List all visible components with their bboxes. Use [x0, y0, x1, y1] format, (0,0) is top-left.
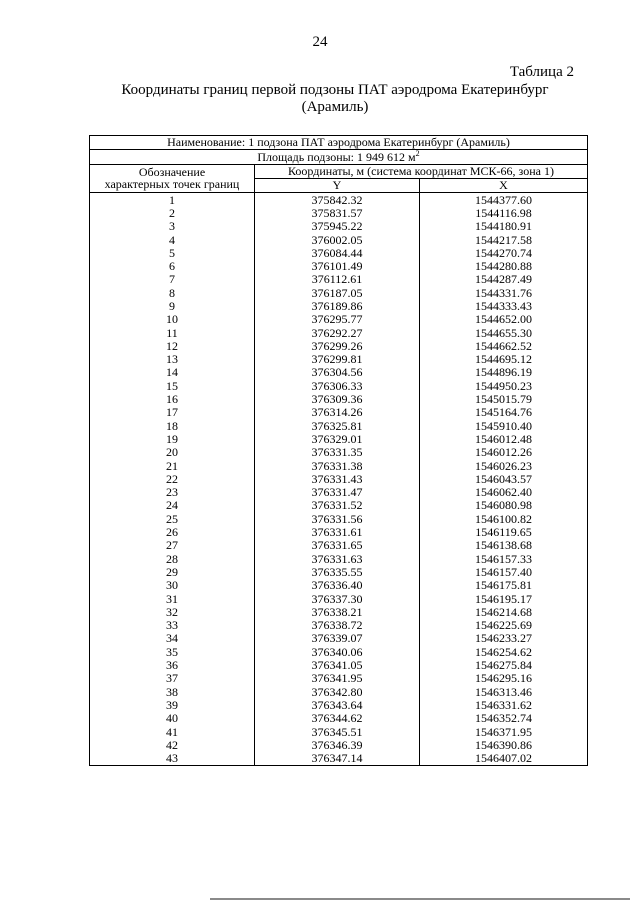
y-value-cell: 376112.61 [255, 273, 420, 286]
x-value-cell: 1546012.48 [420, 433, 588, 446]
point-number-cell: 32 [90, 605, 255, 618]
x-value-cell: 1546371.95 [420, 725, 588, 738]
y-value-cell: 376084.44 [255, 246, 420, 259]
y-value-cell: 376339.07 [255, 632, 420, 645]
y-value-cell: 376331.61 [255, 526, 420, 539]
x-value-cell: 1544270.74 [420, 246, 588, 259]
table-row [90, 685, 588, 698]
table-row [90, 193, 588, 207]
y-value-cell: 376342.80 [255, 685, 420, 698]
point-number-cell: 12 [90, 339, 255, 352]
y-value-cell: 376344.62 [255, 712, 420, 725]
point-number-cell: 17 [90, 406, 255, 419]
x-value-cell: 1546275.84 [420, 659, 588, 672]
point-number-cell: 22 [90, 472, 255, 485]
y-value-cell: 376292.27 [255, 326, 420, 339]
table-row [90, 260, 588, 273]
y-value-cell: 375842.32 [255, 193, 420, 207]
scan-artifact-line [210, 898, 630, 900]
table-row [90, 326, 588, 339]
table-row [90, 659, 588, 672]
point-number-cell: 8 [90, 286, 255, 299]
table-row [90, 459, 588, 472]
area-text: Площадь подзоны: 1 949 612 м [257, 149, 416, 164]
x-value-cell: 1546080.98 [420, 499, 588, 512]
point-number-cell: 2 [90, 206, 255, 219]
x-value-cell: 1544333.43 [420, 300, 588, 313]
table-row [90, 419, 588, 432]
table-area-row [90, 150, 588, 164]
table-row [90, 206, 588, 219]
point-number-cell: 3 [90, 220, 255, 233]
table-row [90, 512, 588, 525]
y-value-cell: 376309.36 [255, 393, 420, 406]
x-value-cell: 1546313.46 [420, 685, 588, 698]
y-value-cell: 376331.56 [255, 512, 420, 525]
point-number-cell: 28 [90, 552, 255, 565]
x-value-cell: 1545910.40 [420, 419, 588, 432]
table-row [90, 592, 588, 605]
x-value-cell: 1546407.02 [420, 752, 588, 766]
table-row [90, 233, 588, 246]
y-value-cell: 376295.77 [255, 313, 420, 326]
point-header-line-1: Обозначение [138, 164, 206, 179]
table-name-row [90, 136, 588, 150]
y-value-cell: 376304.56 [255, 366, 420, 379]
table-row [90, 579, 588, 592]
point-number-cell: 13 [90, 353, 255, 366]
page-number: 24 [312, 34, 328, 50]
table-row [90, 725, 588, 738]
y-value-cell: 376189.86 [255, 300, 420, 313]
coordinates-header: Координаты, м (система координат МСК-66, зона 1) [255, 164, 588, 178]
x-value-cell: 1546331.62 [420, 698, 588, 711]
table-row [90, 339, 588, 352]
table-row [90, 406, 588, 419]
x-value-cell: 1546026.23 [420, 459, 588, 472]
y-value-cell: 376314.26 [255, 406, 420, 419]
coordinates-table [89, 135, 588, 766]
table-row [90, 366, 588, 379]
x-value-cell: 1544180.91 [420, 220, 588, 233]
point-number-cell: 37 [90, 672, 255, 685]
point-number-cell: 33 [90, 619, 255, 632]
y-value-cell: 376331.38 [255, 459, 420, 472]
x-value-cell: 1546233.27 [420, 632, 588, 645]
point-number-cell: 29 [90, 566, 255, 579]
table-row [90, 552, 588, 565]
point-number-cell: 24 [90, 499, 255, 512]
table-row [90, 752, 588, 766]
y-value-cell: 375831.57 [255, 206, 420, 219]
x-value-cell: 1546043.57 [420, 472, 588, 485]
y-value-cell: 376347.14 [255, 752, 420, 766]
point-number-cell: 35 [90, 645, 255, 658]
x-header: X [420, 178, 588, 192]
x-value-cell: 1546119.65 [420, 526, 588, 539]
table-area-cell [90, 150, 588, 164]
x-value-cell: 1546012.26 [420, 446, 588, 459]
point-number-cell: 9 [90, 300, 255, 313]
table-row [90, 672, 588, 685]
x-value-cell: 1544652.00 [420, 313, 588, 326]
y-value-cell: 376346.39 [255, 738, 420, 751]
y-value-cell: 376336.40 [255, 579, 420, 592]
x-value-cell: 1544116.98 [420, 206, 588, 219]
y-value-cell: 376343.64 [255, 698, 420, 711]
y-value-cell: 376337.30 [255, 592, 420, 605]
table-row [90, 246, 588, 259]
y-value-cell: 376299.26 [255, 339, 420, 352]
x-value-cell: 1544950.23 [420, 379, 588, 392]
header-row-1 [90, 164, 588, 178]
point-number-cell: 26 [90, 526, 255, 539]
y-value-cell: 376331.35 [255, 446, 420, 459]
x-value-cell: 1544331.76 [420, 286, 588, 299]
title-line-1: Координаты границ первой подзоны ПАТ аэродрома Екатеринбург [121, 82, 549, 98]
x-value-cell: 1546295.16 [420, 672, 588, 685]
table-row [90, 566, 588, 579]
table-row [90, 286, 588, 299]
point-number-cell: 11 [90, 326, 255, 339]
x-value-cell: 1546195.17 [420, 592, 588, 605]
x-value-cell: 1546352.74 [420, 712, 588, 725]
point-number-cell: 27 [90, 539, 255, 552]
y-value-cell: 376002.05 [255, 233, 420, 246]
point-number-cell: 25 [90, 512, 255, 525]
point-number-cell: 31 [90, 592, 255, 605]
y-value-cell: 376306.33 [255, 379, 420, 392]
point-number-cell: 36 [90, 659, 255, 672]
table-row [90, 738, 588, 751]
point-header-line-2: характерных точек границ [104, 177, 240, 192]
table-row [90, 433, 588, 446]
x-value-cell: 1544695.12 [420, 353, 588, 366]
table-label: Таблица 2 [509, 64, 574, 80]
x-value-cell: 1544377.60 [420, 193, 588, 207]
y-value-cell: 376338.72 [255, 619, 420, 632]
point-number-cell: 4 [90, 233, 255, 246]
y-value-cell: 376187.05 [255, 286, 420, 299]
x-value-cell: 1545164.76 [420, 406, 588, 419]
y-value-cell: 376331.47 [255, 486, 420, 499]
document-title [100, 82, 570, 116]
table-row [90, 645, 588, 658]
point-number-cell: 30 [90, 579, 255, 592]
x-value-cell: 1544655.30 [420, 326, 588, 339]
point-number-cell: 7 [90, 273, 255, 286]
y-value-cell: 376341.05 [255, 659, 420, 672]
point-number-cell: 43 [90, 752, 255, 766]
x-value-cell: 1546225.69 [420, 619, 588, 632]
point-number-cell: 16 [90, 393, 255, 406]
y-value-cell: 376331.65 [255, 539, 420, 552]
table-row [90, 698, 588, 711]
x-value-cell: 1545015.79 [420, 393, 588, 406]
y-value-cell: 376338.21 [255, 605, 420, 618]
point-number-cell: 23 [90, 486, 255, 499]
y-value-cell: 376335.55 [255, 566, 420, 579]
x-value-cell: 1546157.33 [420, 552, 588, 565]
x-value-cell: 1546175.81 [420, 579, 588, 592]
x-value-cell: 1546214.68 [420, 605, 588, 618]
y-value-cell: 376331.52 [255, 499, 420, 512]
point-number-cell: 6 [90, 260, 255, 273]
point-designation-header [90, 164, 255, 193]
y-value-cell: 376325.81 [255, 419, 420, 432]
point-number-cell: 19 [90, 433, 255, 446]
table-row [90, 539, 588, 552]
table-row [90, 313, 588, 326]
point-number-cell: 18 [90, 419, 255, 432]
point-number-cell: 34 [90, 632, 255, 645]
x-value-cell: 1546138.68 [420, 539, 588, 552]
table-row [90, 220, 588, 233]
title-line-2: (Арамиль) [301, 99, 369, 115]
table-row [90, 619, 588, 632]
x-value-cell: 1544662.52 [420, 339, 588, 352]
y-value-cell: 376331.43 [255, 472, 420, 485]
table-row [90, 273, 588, 286]
point-number-cell: 15 [90, 379, 255, 392]
area-unit-superscript: 2 [415, 148, 420, 158]
y-value-cell: 376340.06 [255, 645, 420, 658]
x-value-cell: 1544287.49 [420, 273, 588, 286]
x-value-cell: 1544217.58 [420, 233, 588, 246]
point-number-cell: 39 [90, 698, 255, 711]
table-row [90, 353, 588, 366]
table-row [90, 499, 588, 512]
table-row [90, 712, 588, 725]
table-name-cell: Наименование: 1 подзона ПАТ аэродрома Екатеринбург (Арамиль) [90, 136, 588, 150]
y-value-cell: 376345.51 [255, 725, 420, 738]
point-number-cell: 5 [90, 246, 255, 259]
point-number-cell: 14 [90, 366, 255, 379]
x-value-cell: 1546390.86 [420, 738, 588, 751]
y-header: Y [255, 178, 420, 192]
table-row [90, 472, 588, 485]
point-number-cell: 42 [90, 738, 255, 751]
point-number-cell: 20 [90, 446, 255, 459]
x-value-cell: 1544280.88 [420, 260, 588, 273]
y-value-cell: 375945.22 [255, 220, 420, 233]
table-row [90, 632, 588, 645]
table-row [90, 526, 588, 539]
x-value-cell: 1544896.19 [420, 366, 588, 379]
point-number-cell: 38 [90, 685, 255, 698]
table-row [90, 393, 588, 406]
table-row [90, 486, 588, 499]
y-value-cell: 376329.01 [255, 433, 420, 446]
y-value-cell: 376101.49 [255, 260, 420, 273]
table-row [90, 379, 588, 392]
point-number-cell: 41 [90, 725, 255, 738]
point-number-cell: 1 [90, 193, 255, 207]
table-row [90, 300, 588, 313]
x-value-cell: 1546157.40 [420, 566, 588, 579]
x-value-cell: 1546254.62 [420, 645, 588, 658]
point-number-cell: 21 [90, 459, 255, 472]
y-value-cell: 376331.63 [255, 552, 420, 565]
table-row [90, 446, 588, 459]
point-number-cell: 10 [90, 313, 255, 326]
x-value-cell: 1546062.40 [420, 486, 588, 499]
y-value-cell: 376341.95 [255, 672, 420, 685]
table-row [90, 605, 588, 618]
point-number-cell: 40 [90, 712, 255, 725]
y-value-cell: 376299.81 [255, 353, 420, 366]
x-value-cell: 1546100.82 [420, 512, 588, 525]
